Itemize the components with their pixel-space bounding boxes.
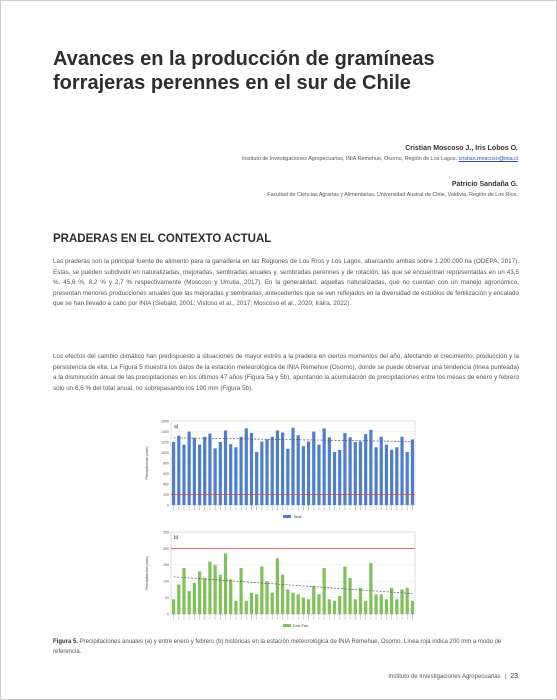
article-title: Avances en la producción de gramíneas forrajeras perennes en el sur de Chile <box>53 48 435 94</box>
bar <box>385 599 388 614</box>
y-axis-label: Precipitación (mm) <box>144 446 149 480</box>
bar <box>281 575 284 614</box>
y-tick-label: 50 <box>165 596 169 600</box>
y-tick-label: 400 <box>163 482 169 487</box>
bar <box>172 442 175 505</box>
body-paragraph: Las praderas son la principal fuente de alimento para la ganadería en las Regiones de Los Ríos y Los Lagos, abarcando ambas sobre 1.200.000 ha (ODEPA, 2017). Estas, se pueden subdividir en naturalizadas, mejoradas, sembradas anuales y, sembradas perennes y de rotación, las que se encuentran representadas en un 43,5 %, 45,6 %, 8,2 % y 2,7 % respectivamente (Moscoso y Urrutia, 2017). En la generalidad, aquellas naturalizadas, que no cuentan con un manejo agronómico, presentan menores producciones anuales que las mejoradas y sembradas, antecedentes que se ven reflejados en la diversidad de estudios de fertilización y encalado que se han llevado a cabo por INIA (Siebald, 2001; Vistoso et al., 2017; Moscoso et al., 2020; Iraira, 2022). <box>53 258 519 308</box>
body-paragraph: Los efectos del cambio climático han predispuesto a situaciones de mayor estrés a la pradera en ciertos momentos del año, afectando el crecimiento, producción y la persistencia de ella. La Figura 5 muestra los datos de la estación meteorológica de INIA Remehue (Osorno), donde se puede observar una tendencia (línea punteada) a la disminución anual de las precipitaciones en los últimos 47 años (Figura 5a y 5b), apuntando la acumulación de precipitaciones entre los meses de enero y febrero sólo un 6,6 % del total anual, no sobrepasando los 190 mm (Figura 5b). <box>53 353 519 392</box>
y-tick-label: 150 <box>163 563 169 568</box>
bar <box>406 452 409 505</box>
bar <box>307 599 310 614</box>
bar <box>369 563 372 614</box>
bar <box>359 588 362 614</box>
bar <box>333 601 336 614</box>
panel-label: b) <box>174 535 179 541</box>
caption-text: Precipitaciones anuales (a) y entre enero y febrero (b) históricas en la estación meteorológica de INIA Remehue, Osorno. Línea roja indica 200 mm a modo de referencia. <box>53 639 502 655</box>
bar <box>234 601 237 614</box>
y-tick-label: 800 <box>163 461 169 466</box>
y-tick-label: 0 <box>167 503 169 508</box>
bar <box>203 578 206 614</box>
panel-label: a) <box>174 424 179 430</box>
bar <box>182 568 185 614</box>
bar <box>276 558 279 614</box>
figure-5b-chart <box>141 528 421 636</box>
bar <box>317 445 320 505</box>
bar <box>224 553 227 614</box>
bar <box>208 562 211 614</box>
bar <box>317 594 320 614</box>
legend-label: Ene-Feb <box>293 623 309 628</box>
bar <box>302 446 305 505</box>
y-tick-label: 1400 <box>161 429 169 434</box>
bar <box>286 449 289 505</box>
bar <box>229 444 232 505</box>
legend-label: Total <box>293 514 302 519</box>
bar <box>411 601 414 614</box>
bar <box>234 447 237 505</box>
bar <box>338 596 341 614</box>
page-footer <box>388 673 518 680</box>
bar <box>265 581 268 614</box>
caption-label: Figura 5. <box>53 639 79 645</box>
bar <box>255 594 258 614</box>
bar <box>354 599 357 614</box>
bar <box>312 586 315 614</box>
bar <box>374 447 377 505</box>
author-affiliation: Facultad de Ciencias Agrarias y Alimentarias, Universidad Austral de Chile, Valdivia, Región de Los Ríos. <box>267 192 518 198</box>
legend-swatch <box>283 515 291 518</box>
y-tick-label: 250 <box>163 530 169 535</box>
bar <box>219 442 222 505</box>
bar <box>395 599 398 614</box>
legend-swatch <box>283 624 291 627</box>
bar <box>214 448 217 505</box>
bar <box>395 447 398 505</box>
bar <box>255 452 258 505</box>
author-name: Cristian Moscoso J., Iris Lobos O. <box>405 145 518 152</box>
bar <box>333 452 336 505</box>
y-tick-label: 1200 <box>161 440 169 445</box>
bar <box>312 432 315 506</box>
bar <box>193 583 196 614</box>
bar <box>198 445 201 505</box>
bar <box>406 588 409 614</box>
bar <box>224 430 227 505</box>
bar <box>172 599 175 614</box>
bar <box>354 442 357 505</box>
y-tick-label: 0 <box>167 612 169 617</box>
bar <box>193 438 196 505</box>
bar <box>343 566 346 614</box>
bar <box>302 598 305 614</box>
bar <box>265 439 268 505</box>
bar <box>390 450 393 505</box>
bar <box>338 450 341 505</box>
bar <box>328 599 331 614</box>
y-tick-label: 200 <box>163 492 169 497</box>
bar <box>260 566 263 614</box>
bar <box>198 571 201 614</box>
bar <box>182 445 185 505</box>
bar <box>239 568 242 614</box>
bar <box>214 565 217 614</box>
bar <box>271 593 274 614</box>
y-tick-label: 100 <box>163 579 169 584</box>
bar <box>359 441 362 505</box>
bar <box>177 584 180 614</box>
author-affiliation <box>242 156 518 162</box>
y-tick-label: 200 <box>163 546 169 551</box>
affiliation-text: Instituto de Investigaciones Agropecuarias, INIA Remehue, Osorno, Región de Los Lagos. <box>241 156 458 162</box>
footer-separator: | <box>504 674 507 680</box>
section-heading: PRADERAS EN EL CONTEXTO ACTUAL <box>53 233 272 245</box>
figure-caption <box>53 638 519 657</box>
page-number: 23 <box>510 673 518 680</box>
bar <box>390 588 393 614</box>
bar <box>297 594 300 614</box>
bar <box>348 578 351 614</box>
bar <box>286 589 289 614</box>
bar <box>364 601 367 614</box>
y-axis-label: Precipitación (mm) <box>144 556 149 590</box>
bar <box>260 441 263 505</box>
figure-5a-chart <box>141 417 421 527</box>
chart-a-svg <box>141 417 421 527</box>
bar <box>188 591 191 614</box>
bar <box>291 593 294 614</box>
bar <box>380 594 383 614</box>
bar <box>250 593 253 614</box>
chart-b-svg <box>141 528 421 636</box>
bar <box>307 441 310 505</box>
footer-journal: Instituto de Investigaciones Agropecuarias <box>388 674 501 680</box>
y-tick-label: 600 <box>163 471 169 476</box>
bar <box>323 568 326 614</box>
bar <box>245 601 248 614</box>
bar <box>276 430 279 505</box>
bar <box>411 439 414 505</box>
bar <box>229 580 232 614</box>
author-name: Patricio Sandaña G. <box>451 181 518 188</box>
bar <box>245 428 248 505</box>
bar <box>385 445 388 505</box>
bar <box>188 432 191 506</box>
y-tick-label: 1600 <box>161 419 169 424</box>
author-email-link[interactable]: cristian.moscoso@inia.cl <box>458 156 518 162</box>
bar <box>374 594 377 614</box>
bar <box>219 575 222 614</box>
y-tick-label: 1000 <box>161 450 169 455</box>
